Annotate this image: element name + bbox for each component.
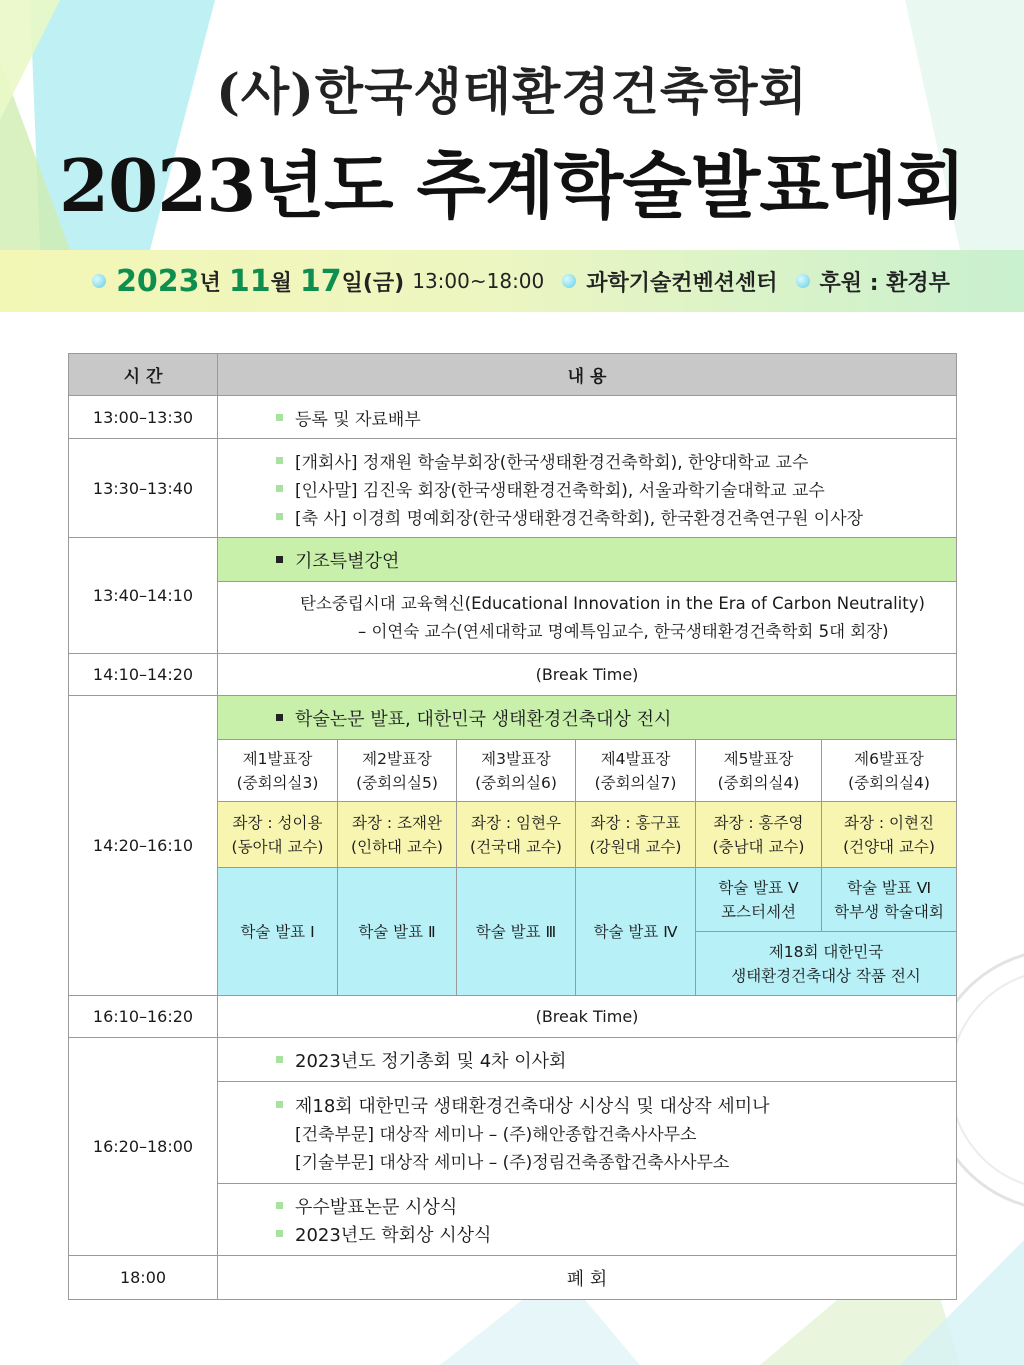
chair-affiliation: (동아대 교수) [231, 837, 324, 856]
event-title: 2023년도 추계학술발표대회 [59, 143, 965, 228]
session-name: 학술 발표 Ⅵ [846, 878, 932, 897]
table-row [69, 654, 957, 696]
session-cell: 학술 발표 Ⅰ [218, 868, 338, 996]
chair-name: 좌장 : 홍주영 [713, 813, 804, 832]
bullet-square-icon [276, 556, 283, 563]
table-row [69, 1256, 957, 1300]
break-time: (Break Time) [218, 996, 957, 1038]
row-content [218, 396, 957, 439]
bullet-square-icon [276, 1056, 283, 1063]
chair-cell [457, 802, 576, 868]
hall-room: (중회의실4) [848, 773, 930, 792]
row-time: 18:00 [69, 1256, 218, 1300]
chair-cell [338, 802, 457, 868]
session-subtitle: 학부생 학술대회 [834, 902, 944, 921]
bullet-square-icon [276, 714, 283, 721]
session-subtitle: 포스터세션 [721, 902, 796, 921]
hall-name: 제1발표장 [242, 749, 313, 768]
exhibition-line: 생태환경건축대상 작품 전시 [731, 966, 921, 985]
opening-item: [인사말] 김진욱 회장(한국생태환경건축학회), 서울과학기술대학교 교수 [295, 480, 825, 501]
bullet-square-icon [276, 457, 283, 464]
chair-cell [696, 802, 822, 868]
award-line: [건축부문] 대상작 세미나 – (주)해안종합건축사사무소 [295, 1125, 697, 1145]
session-cell [696, 868, 822, 932]
bullet-square-icon [276, 1101, 283, 1108]
keynote-detail-cell [218, 582, 957, 654]
bullet-square-icon [276, 414, 283, 421]
chair-cell [822, 802, 957, 868]
table-row [69, 1038, 957, 1082]
hall-room: (중회의실6) [475, 773, 557, 792]
award-title: 제18회 대한민국 생태환경건축대상 시상식 및 대상작 세미나 [295, 1095, 770, 1117]
sessions-title: 학술논문 발표, 대한민국 생태환경건축대상 전시 [295, 708, 672, 730]
award-line: [기술부문] 대상작 세미나 – (주)정림건축종합건축사사무소 [295, 1153, 730, 1173]
ceremony-item: 우수발표논문 시상식 [295, 1196, 458, 1218]
session-cell: 학술 발표 Ⅲ [457, 868, 576, 996]
registration-item: 등록 및 자료배부 [295, 409, 421, 430]
chair-affiliation: (인하대 교수) [351, 837, 443, 856]
hall-cell [457, 740, 576, 802]
opening-item: [축 사] 이경희 명예회장(한국생태환경건축학회), 한국환경건축연구원 이사장 [295, 508, 864, 529]
keynote-speaker: – 이연숙 교수(연세대학교 명예특임교수, 한국생태환경건축학회 5대 회장) [358, 621, 889, 641]
closing-text: 폐 회 [218, 1256, 957, 1300]
date-month: 11 [228, 263, 271, 299]
chair-affiliation: (건양대 교수) [843, 837, 935, 856]
hall-cell [338, 740, 457, 802]
session-name: 학술 발표 Ⅴ [718, 878, 799, 897]
keynote-title-cell [218, 538, 957, 582]
ceremony-cell [218, 1184, 957, 1256]
row-content [218, 439, 957, 538]
circle-dot-icon [562, 274, 576, 288]
award-cell [218, 1082, 957, 1184]
circle-dot-icon [92, 274, 106, 288]
table-row [69, 396, 957, 439]
event-info [0, 250, 1024, 312]
chair-name: 좌장 : 성이용 [232, 813, 323, 832]
organization-name: (사)한국생태환경건축학회 [216, 62, 808, 121]
break-time: (Break Time) [218, 654, 957, 696]
row-time: 14:20–16:10 [69, 696, 218, 996]
bullet-square-icon [276, 513, 283, 520]
session-cell [822, 868, 957, 932]
hall-room: (중회의실3) [236, 773, 319, 792]
hall-name: 제3발표장 [481, 749, 551, 768]
sessions-title-cell [218, 696, 957, 740]
chair-cell [218, 802, 338, 868]
row-content [218, 1038, 957, 1082]
chair-affiliation: (충남대 교수) [712, 837, 805, 856]
hall-cell [822, 740, 957, 802]
chair-name: 좌장 : 이현진 [844, 813, 934, 832]
hall-name: 제6발표장 [854, 749, 924, 768]
header-content: 내 용 [218, 354, 957, 396]
opening-item: [개회사] 정재원 학술부회장(한국생태환경건축학회), 한양대학교 교수 [295, 452, 809, 473]
keynote-lecture: 탄소중립시대 교육혁신(Educational Innovation in the Era of Carbon Neutrality) [300, 593, 925, 613]
header-time: 시 간 [69, 354, 218, 396]
session-cell: 학술 발표 Ⅱ [338, 868, 457, 996]
row-time: 16:10–16:20 [69, 996, 218, 1038]
hall-room: (중회의실5) [356, 773, 438, 792]
row-time: 13:30–13:40 [69, 439, 218, 538]
chair-affiliation: (강원대 교수) [589, 837, 682, 856]
hall-name: 제5발표장 [723, 749, 794, 768]
hall-name: 제2발표장 [362, 749, 432, 768]
table-row [69, 996, 957, 1038]
hall-room: (중회의실4) [717, 773, 800, 792]
bullet-square-icon [276, 1230, 283, 1237]
chair-name: 좌장 : 홍구표 [590, 813, 681, 832]
hall-room: (중회의실7) [594, 773, 677, 792]
table-header-row [69, 354, 957, 396]
schedule-table [68, 353, 957, 1300]
keynote-title: 기조특별강연 [295, 550, 400, 572]
row-time: 13:40–14:10 [69, 538, 218, 654]
date-day-suffix: 일(금) [341, 270, 405, 296]
exhibition-cell [696, 932, 957, 996]
date-year-suffix: 년 [199, 270, 221, 296]
date-day: 17 [299, 263, 342, 299]
chair-cell [576, 802, 696, 868]
date-month-suffix: 월 [270, 270, 292, 296]
row-time: 16:20–18:00 [69, 1038, 218, 1256]
chair-name: 좌장 : 조재완 [352, 813, 442, 832]
hall-cell [218, 740, 338, 802]
event-sponsor: 후원 : 환경부 [819, 270, 950, 296]
session-cell: 학술 발표 Ⅳ [576, 868, 696, 996]
hall-cell [576, 740, 696, 802]
row-time: 13:00–13:30 [69, 396, 218, 439]
assembly-item: 2023년도 정기총회 및 4차 이사회 [295, 1050, 567, 1072]
row-time: 14:10–14:20 [69, 654, 218, 696]
hall-name: 제4발표장 [600, 749, 671, 768]
bullet-square-icon [276, 485, 283, 492]
ceremony-item: 2023년도 학회상 시상식 [295, 1224, 492, 1246]
bullet-square-icon [276, 1202, 283, 1209]
table-row [69, 538, 957, 582]
hall-cell [696, 740, 822, 802]
chair-name: 좌장 : 임현우 [471, 813, 561, 832]
event-venue: 과학기술컨벤션센터 [586, 270, 778, 296]
table-row [69, 696, 957, 740]
exhibition-line: 제18회 대한민국 [768, 942, 884, 961]
chair-affiliation: (건국대 교수) [470, 837, 562, 856]
date-year: 2023 [116, 263, 200, 299]
table-row [69, 439, 957, 538]
circle-dot-icon [796, 274, 810, 288]
event-time: 13:00~18:00 [412, 269, 545, 293]
